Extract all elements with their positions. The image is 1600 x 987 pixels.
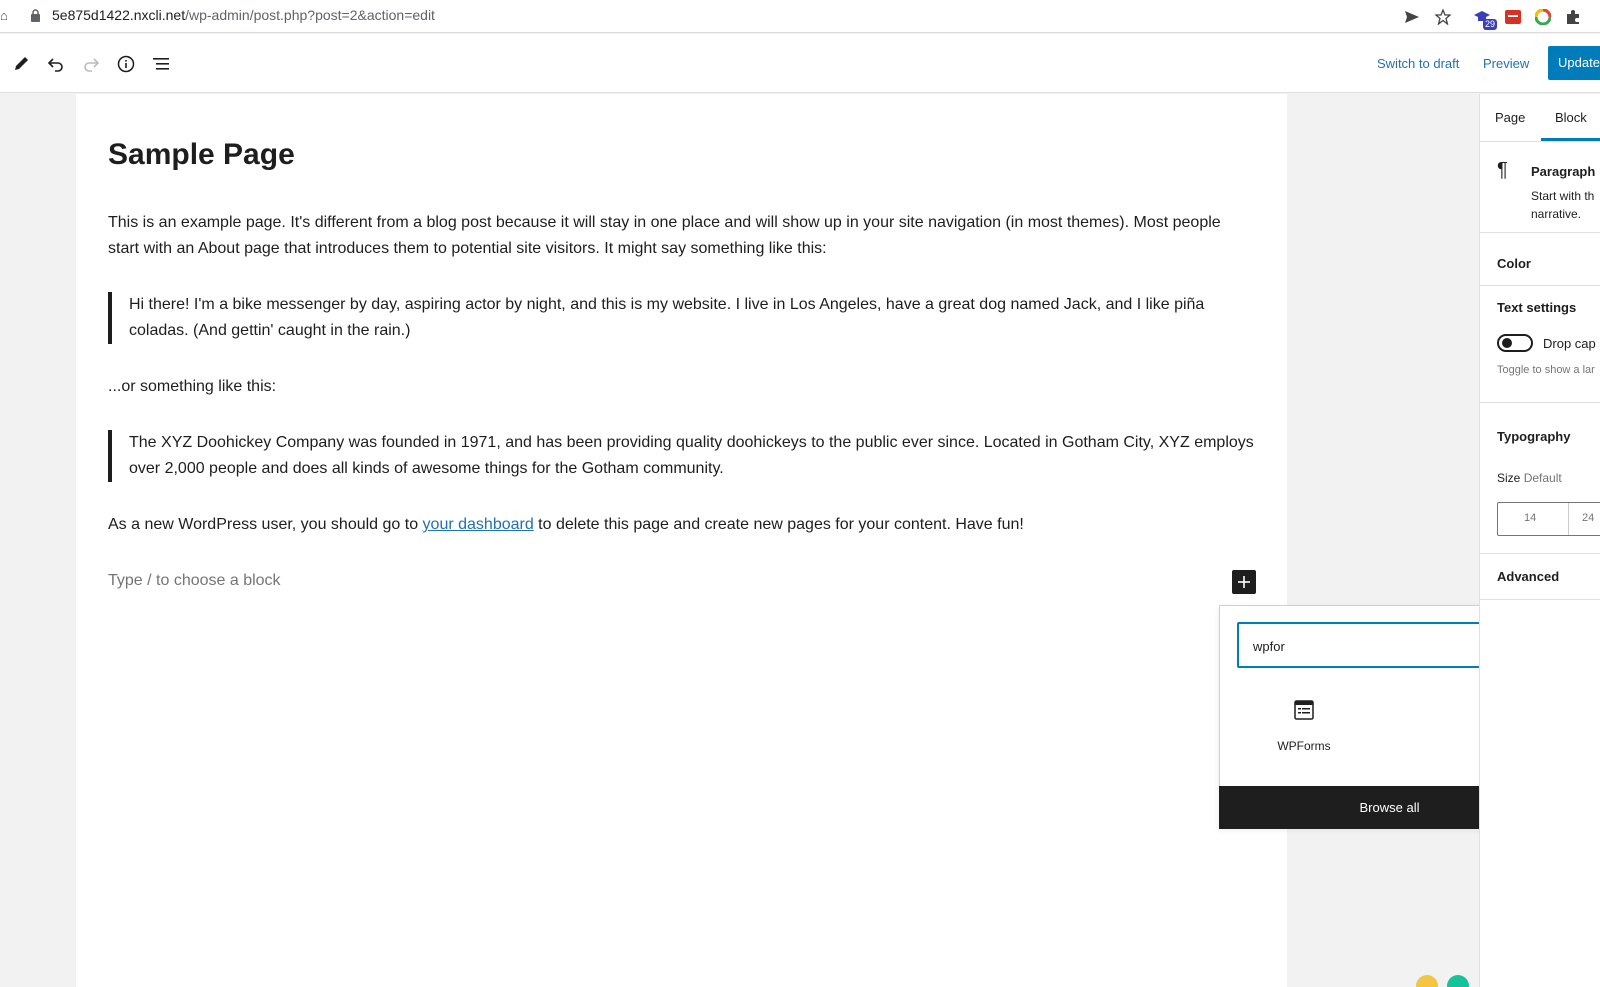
undo-icon[interactable] (43, 51, 69, 77)
settings-sidebar (1479, 94, 1600, 987)
paragraph-block[interactable]: This is an example page. It's different from a blog post because it will stay in one place and will show up in your site navigation (in most themes). Most people start with an About page that introduces them to potential site visitors. It might say something like this: (108, 214, 1221, 257)
color-panel-toggle[interactable]: Color (1497, 256, 1531, 271)
puzzle-extensions-icon[interactable] (1562, 6, 1584, 28)
size-separator (1568, 503, 1569, 535)
quote-block[interactable]: Hi there! I'm a bike messenger by day, aspiring actor by night, and this is my website. I live in Los Angeles, have a great dog named Jack, and I like piña coladas. (And gettin' caught in the rain.) (108, 292, 1263, 344)
typography-panel-toggle[interactable]: Typography (1497, 429, 1571, 444)
redo-icon[interactable] (78, 51, 104, 77)
add-block-button[interactable] (1232, 570, 1256, 594)
grammarly-icon[interactable] (1447, 975, 1469, 987)
font-size-picker (1497, 502, 1600, 536)
toggle-knob (1502, 338, 1512, 348)
graduation-cap-extension-icon[interactable] (1471, 6, 1493, 28)
tab-page[interactable]: Page (1495, 110, 1526, 125)
block-search-input[interactable] (1253, 636, 1493, 656)
extension-badge: 29 (1484, 19, 1495, 29)
lock-icon[interactable] (30, 9, 41, 22)
block-card (1480, 143, 1600, 233)
block-description: Start with th narrative. (1531, 189, 1595, 221)
switch-to-draft-button[interactable]: Switch to draft (1377, 56, 1460, 71)
block-placeholder[interactable]: Type / to choose a block (108, 572, 281, 589)
quote-block[interactable]: The XYZ Doohickey Company was founded in 1971, and has been providing quality doohickeys to the public ever since. Located in Gotham City, XYZ employs over 2,000 people and does all kinds of awesome things for the Gotham community. (108, 430, 1263, 482)
home-icon[interactable]: ⌂ (0, 8, 8, 23)
color-wheel-extension-icon[interactable] (1532, 6, 1554, 28)
paragraph-block[interactable]: ...or something like this: (108, 378, 277, 395)
sidebar-tabs (1480, 94, 1600, 142)
paragraph-icon: ¶ (1497, 159, 1508, 181)
drop-cap-toggle[interactable] (1497, 334, 1533, 352)
browser-address-bar (0, 0, 1600, 33)
active-tab-indicator (1541, 138, 1600, 141)
glasses-emoji-icon[interactable] (1416, 975, 1438, 987)
pencil-icon[interactable] (8, 51, 34, 77)
form-icon (1292, 698, 1316, 722)
update-button[interactable]: Update (1548, 46, 1600, 80)
tab-block[interactable]: Block (1555, 110, 1587, 125)
browse-all-button[interactable]: Browse all (1219, 786, 1560, 829)
editor-toolbar (0, 34, 1600, 93)
block-result-label: WPForms (1277, 739, 1331, 753)
list-view-icon[interactable] (148, 51, 174, 77)
red-extension-icon[interactable] (1502, 6, 1524, 28)
drop-cap-help: Toggle to show a lar (1497, 364, 1595, 376)
page-title[interactable]: Sample Page (108, 138, 295, 171)
send-icon[interactable] (1401, 6, 1423, 28)
panel-divider (1480, 285, 1600, 286)
info-icon[interactable] (113, 51, 139, 77)
paragraph-text: As a new WordPress user, you should go to (108, 516, 423, 533)
panel-divider (1480, 553, 1600, 554)
font-size-option[interactable]: 14 (1524, 512, 1537, 524)
panel-divider (1480, 599, 1600, 600)
drop-cap-label: Drop cap (1543, 336, 1596, 351)
editor-canvas (76, 94, 1287, 987)
paragraph-text: to delete this page and create new pages for your content. Have fun! (533, 516, 1024, 533)
bookmark-star-icon[interactable] (1432, 6, 1454, 28)
dashboard-link[interactable]: your dashboard (422, 516, 534, 533)
font-size-label (1497, 471, 1562, 485)
block-name: Paragraph (1531, 164, 1596, 179)
size-value: Default (1523, 471, 1562, 485)
paragraph-block[interactable] (108, 512, 1248, 538)
url-host: 5e875d1422.nxcli.net (52, 7, 186, 23)
advanced-panel-toggle[interactable]: Advanced (1497, 569, 1560, 584)
block-result-wpforms[interactable] (1256, 698, 1352, 762)
preview-button[interactable]: Preview (1483, 56, 1530, 71)
url-path: /wp-admin/post.php?post=2&action=edit (185, 7, 435, 23)
panel-divider (1480, 402, 1600, 403)
text-settings-panel-toggle[interactable]: Text settings (1497, 300, 1577, 315)
size-label-text: Size (1497, 471, 1521, 485)
plus-icon (1237, 575, 1251, 589)
url-field[interactable] (52, 7, 435, 23)
font-size-option[interactable]: 24 (1582, 512, 1595, 524)
